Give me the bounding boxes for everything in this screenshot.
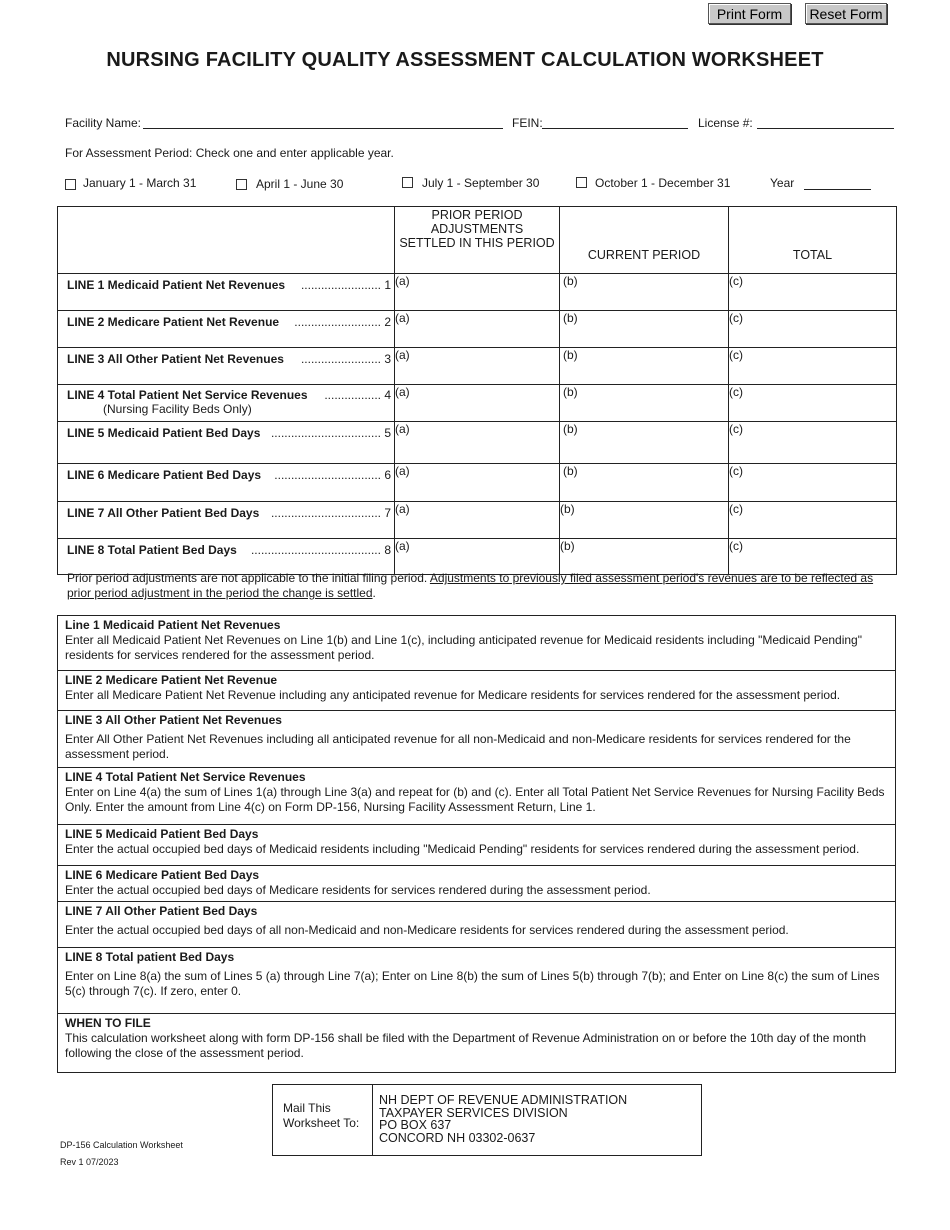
instruction-text: Enter all Medicaid Patient Net Revenues on Line 1(b) and Line 1(c), including anticipated revenue for Medicaid residents including "Medicaid Pending" residents for services rendered for the assessment period. — [65, 633, 862, 662]
line-2-col-a-input[interactable] — [395, 311, 560, 348]
line-3-col-b-input[interactable] — [560, 348, 729, 385]
line-label-cell — [58, 385, 395, 422]
mail-address: NH DEPT OF REVENUE ADMINISTRATION TAXPAYER SERVICES DIVISION PO BOX 637 CONCORD NH 03302-0637 — [379, 1093, 628, 1145]
line-7-col-b-input[interactable] — [560, 502, 729, 539]
line-label-cell — [58, 348, 395, 385]
column-tag: (c) — [729, 311, 743, 325]
column-tag: (a) — [395, 464, 410, 478]
period-q2-checkbox[interactable] — [236, 179, 247, 190]
instruction-text: Enter the actual occupied bed days of Medicare residents for services rendered during the assessment period. — [65, 883, 651, 897]
line-dots: .......................... 2 — [294, 315, 391, 329]
line-label-cell — [58, 464, 395, 502]
mail-label: Mail This Worksheet To: — [273, 1085, 373, 1155]
assessment-period-instruction: For Assessment Period: Check one and enter applicable year. — [65, 146, 394, 160]
table-row — [58, 274, 897, 311]
line-dots: ................................. 5 — [270, 426, 391, 440]
line-6-col-c-input[interactable] — [729, 464, 897, 502]
table-row — [58, 385, 897, 422]
column-tag: (c) — [729, 539, 743, 553]
line-label-cell — [58, 274, 395, 311]
instruction-title: LINE 4 Total Patient Net Service Revenues — [65, 770, 306, 784]
fein-label: FEIN: — [512, 116, 543, 130]
instruction-text: Enter All Other Patient Net Revenues including all anticipated revenue for all non-Medicaid and non-Medicare residents for services rendered for the assessment period. — [65, 732, 851, 761]
line-5-col-a-input[interactable] — [395, 422, 560, 464]
line-label: LINE 5 Medicaid Patient Bed Days — [67, 426, 261, 440]
column-tag: (c) — [729, 274, 743, 288]
line-dots: ................. 4 — [324, 388, 391, 402]
column-tag: (b) — [560, 502, 575, 516]
column-tag: (a) — [395, 502, 410, 516]
column-tag: (b) — [563, 464, 578, 478]
line-label: LINE 3 All Other Patient Net Revenues — [67, 352, 284, 366]
instruction-block — [58, 711, 895, 768]
table-row — [58, 311, 897, 348]
instruction-block — [58, 1014, 895, 1072]
line-label-cell — [58, 502, 395, 539]
instruction-text: Enter all Medicare Patient Net Revenue including any anticipated revenue for Medicare residents for services rendered for the assessment period. — [65, 688, 841, 702]
column-tag: (b) — [563, 422, 578, 436]
line-4-col-c-input[interactable] — [729, 385, 897, 422]
line-2-col-b-input[interactable] — [560, 311, 729, 348]
line-2-col-c-input[interactable] — [729, 311, 897, 348]
column-tag: (c) — [729, 348, 743, 362]
column-tag: (b) — [563, 311, 578, 325]
line-6-col-b-input[interactable] — [560, 464, 729, 502]
instruction-title: LINE 5 Medicaid Patient Bed Days — [65, 827, 259, 841]
line-label: LINE 6 Medicare Patient Bed Days — [67, 468, 262, 482]
instruction-title: LINE 2 Medicare Patient Net Revenue — [65, 673, 278, 687]
reset-form-button[interactable]: Reset Form — [805, 3, 887, 24]
line-label: LINE 1 Medicaid Patient Net Revenues — [67, 278, 286, 292]
line-dots: ........................ 1 — [300, 278, 391, 292]
instruction-title: LINE 6 Medicare Patient Bed Days — [65, 868, 260, 882]
facility-name-label: Facility Name: — [65, 116, 142, 130]
line-label: LINE 2 Medicare Patient Net Revenue — [67, 315, 280, 329]
header-current-period: CURRENT PERIOD — [560, 207, 729, 274]
instruction-title: WHEN TO FILE — [65, 1016, 151, 1030]
page-title: NURSING FACILITY QUALITY ASSESSMENT CALCULATION WORKSHEET — [106, 49, 824, 71]
table-row — [58, 464, 897, 502]
instruction-block — [58, 825, 895, 866]
period-q3-checkbox[interactable] — [402, 177, 413, 188]
period-q4-label: October 1 - December 31 — [595, 176, 731, 190]
instruction-text: Enter on Line 8(a) the sum of Lines 5 (a) through Line 7(a); Enter on Line 8(b) the sum of Lines 5(b) through 7(b); and Enter on Line 8(c) the sum of Lines 5(c) through 7(c). If zero, enter 0. — [65, 969, 880, 998]
column-tag: (c) — [729, 422, 743, 436]
period-q2-label: April 1 - June 30 — [256, 177, 344, 191]
instruction-block — [58, 671, 895, 711]
instruction-title: LINE 8 Total patient Bed Days — [65, 950, 235, 964]
line-label-cell — [58, 311, 395, 348]
line-7-col-a-input[interactable] — [395, 502, 560, 539]
line-dots: ....................................... 8 — [250, 543, 391, 557]
facility-name-input[interactable] — [143, 114, 503, 129]
instruction-text: Enter the actual occupied bed days of Medicaid residents including "Medicaid Pending" residents for services rendered during the assessment period. — [65, 842, 860, 856]
instruction-block — [58, 948, 895, 1014]
line-5-col-c-input[interactable] — [729, 422, 897, 464]
line-5-col-b-input[interactable] — [560, 422, 729, 464]
instructions-box — [57, 615, 896, 1073]
year-input[interactable] — [804, 175, 871, 190]
column-tag: (b) — [563, 348, 578, 362]
line-label-cell — [58, 422, 395, 464]
instruction-text: This calculation worksheet along with form DP-156 shall be filed with the Department of Revenue Administration on or before the 10th day of the month following the close of the assessment period. — [65, 1031, 867, 1060]
column-tag: (c) — [729, 385, 743, 399]
table-row — [58, 502, 897, 539]
column-tag: (b) — [560, 539, 575, 553]
line-1-col-c-input[interactable] — [729, 274, 897, 311]
period-q1-label: January 1 - March 31 — [83, 176, 197, 190]
column-tag: (b) — [563, 274, 578, 288]
column-tag: (a) — [395, 385, 410, 399]
instruction-block — [58, 866, 895, 902]
line-8-col-c-input[interactable] — [729, 539, 897, 575]
line-3-col-a-input[interactable] — [395, 348, 560, 385]
instruction-title: LINE 7 All Other Patient Bed Days — [65, 904, 258, 918]
line-sublabel: (Nursing Facility Beds Only) — [103, 402, 252, 416]
table-row — [58, 422, 897, 464]
header-blank-cell — [58, 207, 395, 274]
table-header-row — [58, 207, 897, 274]
instruction-title: LINE 3 All Other Patient Net Revenues — [65, 713, 282, 727]
instruction-block — [58, 616, 895, 671]
period-q4-checkbox[interactable] — [576, 177, 587, 188]
column-tag: (a) — [395, 348, 410, 362]
license-input[interactable] — [757, 114, 894, 129]
line-4-col-b-input[interactable] — [560, 385, 729, 422]
fein-input[interactable] — [542, 114, 688, 129]
period-q3-label: July 1 - September 30 — [422, 176, 540, 190]
period-q1-checkbox[interactable] — [65, 179, 76, 190]
mail-address-box — [272, 1084, 702, 1156]
print-form-button[interactable]: Print Form — [708, 3, 791, 24]
prior-period-note: Prior period adjustments are not applicable to the initial filing period. Adjustments to previously filed assessment period's revenues are to be reflected as prior period adjustment in the period the change is settled. — [67, 571, 874, 600]
license-label: License #: — [698, 116, 753, 130]
line-label: LINE 4 Total Patient Net Service Revenues — [67, 388, 308, 402]
line-4-col-a-input[interactable] — [395, 385, 560, 422]
instruction-block — [58, 768, 895, 825]
line-label: LINE 7 All Other Patient Bed Days — [67, 506, 260, 520]
table-row — [58, 348, 897, 385]
column-tag: (c) — [729, 464, 743, 478]
revision-date: Rev 1 07/2023 — [60, 1157, 119, 1167]
line-3-col-c-input[interactable] — [729, 348, 897, 385]
column-tag: (b) — [563, 385, 578, 399]
column-tag: (a) — [395, 311, 410, 325]
line-8-col-b-input[interactable] — [560, 539, 729, 575]
header-prior-period: PRIOR PERIOD ADJUSTMENTS SETTLED IN THIS PERIOD — [395, 207, 560, 274]
line-dots: ................................ 6 — [274, 468, 391, 482]
column-tag: (a) — [395, 539, 410, 553]
line-dots: ................................. 7 — [270, 506, 391, 520]
line-label: LINE 8 Total Patient Bed Days — [67, 543, 237, 557]
line-6-col-a-input[interactable] — [395, 464, 560, 502]
column-tag: (a) — [395, 422, 410, 436]
line-dots: ........................ 3 — [300, 352, 391, 366]
line-7-col-c-input[interactable] — [729, 502, 897, 539]
line-1-col-b-input[interactable] — [560, 274, 729, 311]
column-tag: (a) — [395, 274, 410, 288]
line-8-col-a-input[interactable] — [395, 539, 560, 575]
instruction-block — [58, 902, 895, 948]
calculation-table — [57, 206, 897, 575]
instruction-title: Line 1 Medicaid Patient Net Revenues — [65, 618, 281, 632]
form-name: DP-156 Calculation Worksheet — [60, 1140, 183, 1150]
column-tag: (c) — [729, 502, 743, 516]
table-row — [58, 539, 897, 575]
year-label: Year — [770, 176, 795, 190]
header-total: TOTAL — [729, 207, 897, 274]
instruction-text: Enter the actual occupied bed days of all non-Medicaid and non-Medicare residents for services rendered during the assessment period. — [65, 923, 789, 937]
line-label-cell — [58, 539, 395, 575]
instruction-text: Enter on Line 4(a) the sum of Lines 1(a) through Line 3(a) and repeat for (b) and (c). Enter all Total Patient Net Service Revenues for Nursing Facility Beds Only. Enter the amount from Line 4(c) on Form DP-156, Nursing Facility Assessment Return, Line 1. — [65, 785, 885, 814]
line-1-col-a-input[interactable] — [395, 274, 560, 311]
